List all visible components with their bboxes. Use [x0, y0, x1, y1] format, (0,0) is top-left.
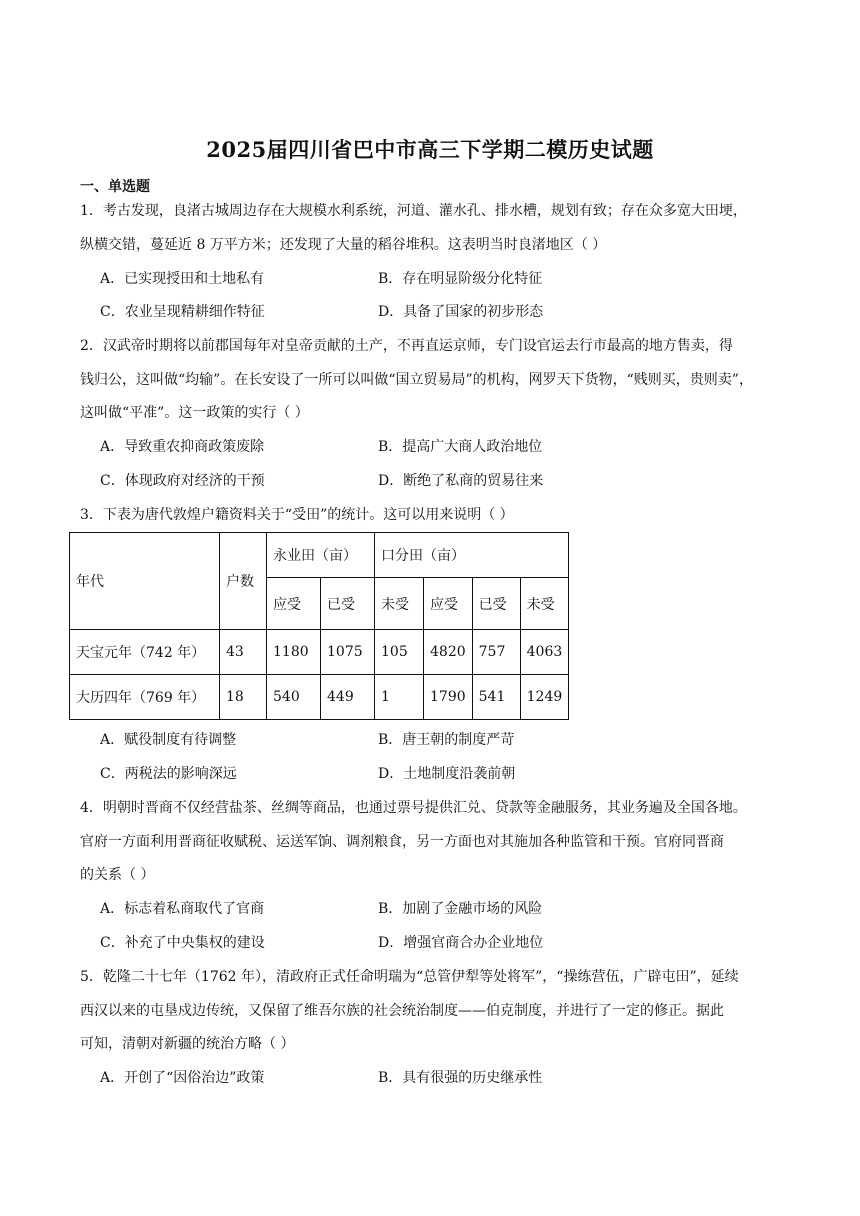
question-3-option-d: D．土地制度沿袭前朝 [378, 766, 516, 782]
question-4-option-b: B．加剧了金融市场的风险 [378, 901, 543, 917]
header-households: 户数 [220, 533, 267, 630]
question-1-line-2: 纵横交错，蔓延近 8 万平方米；还发现了大量的稻谷堆积。这表明当时良渚地区（ ） [80, 237, 607, 253]
table-cell: 43 [220, 630, 267, 675]
table-cell: 1 [375, 675, 424, 720]
table-cell: 449 [321, 675, 375, 720]
question-2-option-b: B．提高广大商人政治地位 [378, 439, 543, 455]
question-4-line-3: 的关系（ ） [80, 867, 155, 883]
subheader-cell: 已受 [321, 578, 375, 630]
table-cell: 1249 [520, 675, 569, 720]
question-3-option-a: A．赋役制度有待调整 [100, 732, 237, 748]
table-cell: 105 [375, 630, 424, 675]
table-header-row [70, 533, 569, 578]
section-heading: 一、单选题 [80, 179, 150, 195]
question-2-option-a: A．导致重农抑商政策废除 [100, 439, 265, 455]
question-2-option-d: D．断绝了私商的贸易往来 [378, 473, 544, 489]
subheader-cell: 未受 [520, 578, 569, 630]
question-5-line-1: 5．乾隆二十七年（1762 年），清政府正式任命明瑞为“总管伊犁等处将军”，“操练营伍，广辟屯田”，延续 [80, 969, 739, 985]
question-4-option-a: A．标志着私商取代了官商 [100, 901, 265, 917]
subheader-cell: 已受 [472, 578, 520, 630]
question-3-option-b: B．唐王朝的制度严苛 [378, 732, 515, 748]
question-1-option-d: D．具备了国家的初步形态 [378, 304, 544, 320]
table-cell: 18 [220, 675, 267, 720]
question-2-line-2: 钱归公，这叫做“均输”。在长安设了一所可以叫做“国立贸易局”的机构，网罗天下货物，“贱则买，贵则卖”， [80, 372, 753, 388]
table-cell: 1790 [424, 675, 473, 720]
question-4-line-2: 官府一方面利用晋商征收赋税、运送军饷、调剂粮食，另一方面也对其施加各种监管和干预。官府同晋商 [80, 834, 724, 850]
table-row [70, 675, 569, 720]
question-5-option-b: B．具有很强的历史继承性 [378, 1070, 543, 1086]
subheader-cell: 应受 [424, 578, 473, 630]
question-3-option-c: C．两税法的影响深远 [100, 766, 237, 782]
question-5-line-2: 西汉以来的屯垦戍边传统，又保留了维吾尔族的社会统治制度——伯克制度，并进行了一定的修正。据此 [80, 1003, 724, 1019]
question-2-line-1: 2．汉武帝时期将以前郡国每年对皇帝贡献的土产，不再直运京师，专门设官运去行市最高的地方售卖，得 [80, 338, 733, 354]
question-3-line-1: 3．下表为唐代敦煌户籍资料关于“受田”的统计。这可以用来说明（ ） [80, 507, 514, 523]
page-title: 2025届四川省巴中市高三下学期二模历史试题 [206, 137, 654, 162]
table-cell: 541 [472, 675, 520, 720]
question-4-line-1: 4．明朝时晋商不仅经营盐茶、丝绸等商品，也通过票号提供汇兑、贷款等金融服务，其业务遍及全国各地。 [80, 800, 747, 816]
question-2-option-c: C．体现政府对经济的干预 [100, 473, 265, 489]
question-1-option-a: A．已实现授田和土地私有 [100, 271, 265, 287]
land-allocation-table [69, 532, 569, 720]
table-row [70, 630, 569, 675]
subheader-cell: 未受 [375, 578, 424, 630]
table-cell: 天宝元年（742 年） [70, 630, 220, 675]
question-4-option-c: C．补充了中央集权的建设 [100, 935, 265, 951]
question-1-option-b: B．存在明显阶级分化特征 [378, 271, 543, 287]
question-1-line-1: 1．考古发现，良渚古城周边存在大规模水利系统，河道、灌水孔、排水槽，规划有致；存在众多宽大田埂， [80, 203, 747, 219]
table-cell: 540 [267, 675, 321, 720]
question-5-option-a: A．开创了“因俗治边”政策 [100, 1070, 265, 1086]
table-cell: 1180 [267, 630, 321, 675]
subheader-cell: 应受 [267, 578, 321, 630]
question-4-option-d: D．增强官商合办企业地位 [378, 935, 544, 951]
question-1-option-c: C．农业呈现精耕细作特征 [100, 304, 265, 320]
table-cell: 4820 [424, 630, 473, 675]
header-koufen-field: 口分田（亩） [375, 533, 569, 578]
header-year: 年代 [70, 533, 220, 630]
table-cell: 大历四年（769 年） [70, 675, 220, 720]
question-5-line-3: 可知，清朝对新疆的统治方略（ ） [80, 1036, 295, 1052]
header-yongye-field: 永业田（亩） [267, 533, 375, 578]
table-cell: 1075 [321, 630, 375, 675]
question-2-line-3: 这叫做“平准”。这一政策的实行（ ） [80, 405, 309, 421]
table-cell: 4063 [520, 630, 569, 675]
table-cell: 757 [472, 630, 520, 675]
